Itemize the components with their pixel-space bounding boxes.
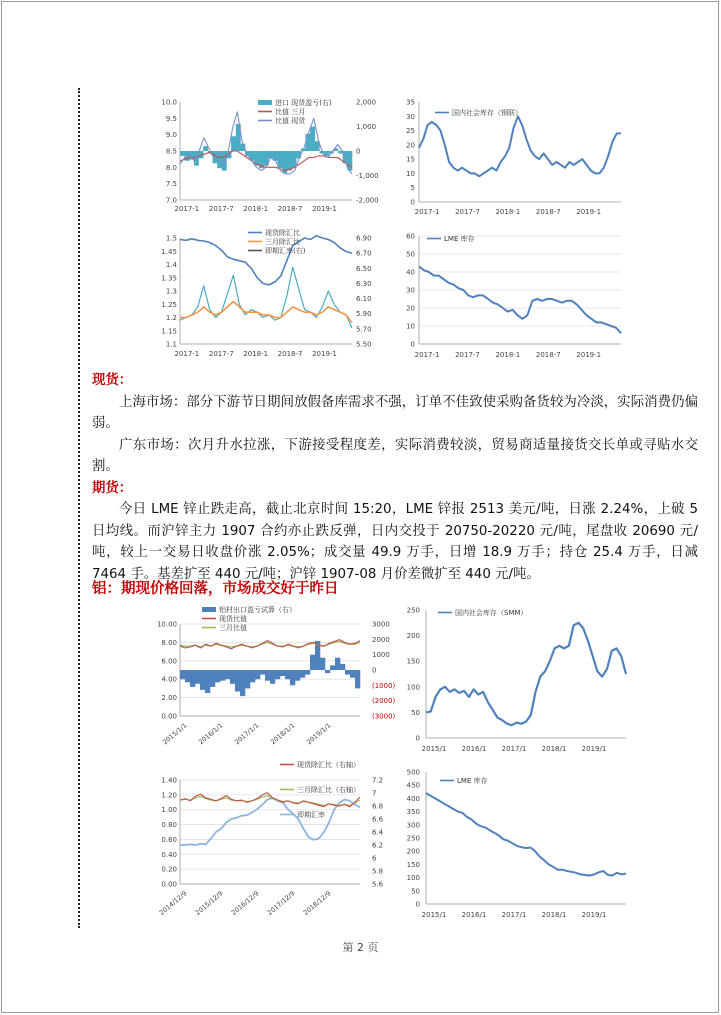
x-tick-label: 2016/1 [461, 745, 487, 753]
bar-mark [215, 670, 220, 682]
bar-mark [231, 136, 236, 151]
spot-exchange-ratio-line [180, 267, 352, 328]
y-tick-label: 5.8 [372, 867, 384, 876]
legend-label: 即期汇率(右) [265, 247, 306, 255]
y-tick-label: 100 [406, 874, 420, 883]
legend-label: 国内社会库存（SMM） [455, 609, 528, 617]
legend-label: LME 库存 [444, 235, 475, 243]
y-tick-label: 0 [415, 900, 420, 909]
y-tick-label: 1.35 [161, 274, 177, 283]
y-tick-label: 0.00 [161, 880, 177, 889]
y-tick-label: 1.40 [161, 776, 177, 785]
bar-mark [220, 670, 225, 681]
bar-mark [310, 655, 315, 670]
legend-label: 比值 现货 [275, 117, 306, 125]
y-tick-label: -1,000 [356, 172, 379, 180]
chart-al-lme-stock [396, 762, 631, 928]
x-tick-label: 2017-7 [208, 350, 234, 358]
x-tick-label: 2017-1 [414, 208, 440, 216]
legend-label: LME 库存 [457, 777, 488, 785]
chart-al-social-stock [396, 600, 631, 758]
futures-text: 今日 LME 锌止跌走高，截止北京时间 15:20，LME 锌报 2513 美元/吨，日涨 2.24%，上破 5 日均线。而沪锌主力 1907 合约亦止跌反弹，日内交投于 20750-20220 元/吨，尾盘收 20690 元/吨，较上一交易日收盘价涨 2.05%；成交量 49.9 万手，日增 18.9 万手；持仓 25.4 万手，日减 7464 手。基差扩至 440 元/吨；沪锌 1907-08 月价差微扩至 440 元/吨。 [92, 502, 698, 582]
y-tick-label: 1.00 [161, 806, 177, 815]
x-tick-label: 2016/1/1 [196, 721, 225, 747]
y-tick-label: 6.8 [372, 802, 384, 811]
y-tick-label: 8.5 [165, 147, 177, 156]
x-tick-label: 2016/12/9 [229, 889, 261, 917]
x-tick-label: 2017-7 [455, 351, 480, 359]
x-tick-label: 2017/12/9 [265, 889, 297, 917]
spot-heading: 现货： [92, 373, 133, 388]
bar-mark [325, 670, 330, 673]
bar-mark [225, 670, 230, 679]
bar-mark [245, 670, 250, 688]
y-tick-label: 9.5 [165, 114, 177, 123]
x-tick-label: 2018/12/9 [301, 889, 333, 917]
y-tick-label: 1.1 [165, 340, 177, 349]
y-tick-label: 50 [406, 250, 415, 259]
y-tick-label: 0.00 [161, 712, 177, 721]
y-tick-label: 1000 [372, 651, 390, 660]
x-tick-label: 2017/1 [501, 911, 527, 919]
bar-mark [295, 670, 300, 681]
y-tick-label: 6.70 [356, 249, 372, 258]
lme-stock-line [426, 793, 626, 875]
y-tick-label: 8.00 [161, 638, 177, 647]
bar-mark [180, 151, 185, 156]
y-tick-label: 1.25 [161, 300, 177, 309]
y-tick-label: 400 [406, 794, 420, 803]
x-tick-label: 2019/1 [581, 745, 607, 753]
bar-mark [355, 670, 360, 688]
social-stock-line [419, 116, 621, 176]
x-tick-label: 2019-1 [312, 205, 337, 213]
bar-mark [340, 664, 345, 670]
y-tick-label: 1.15 [161, 327, 177, 336]
y-tick-label: 0 [410, 198, 415, 207]
chart-zinc-social-stock [393, 92, 631, 220]
chart-zinc-exchange [150, 226, 385, 364]
y-tick-label: 0 [356, 147, 361, 156]
aluminum-section-title: 铝：期现价格回落，市场成交好于昨日 [92, 581, 339, 597]
legend-label: 三月比值 [219, 624, 247, 632]
y-tick-label: 500 [406, 768, 420, 777]
x-tick-label: 2015/1 [421, 745, 447, 753]
chart-zinc-lme-stock [393, 226, 631, 364]
y-tick-label: 4.00 [161, 675, 177, 684]
x-tick-label: 2018-7 [277, 350, 303, 358]
y-tick-label: 6.2 [372, 841, 384, 850]
guangdong-market-text: 广东市场：次月升水拉涨，下游接受程度差，实际消费较淡，贸易商适量接货交长单或寻贴水交割。 [92, 437, 698, 474]
x-tick-label: 2017-7 [208, 205, 234, 213]
y-tick-label: 150 [406, 657, 420, 666]
y-tick-label: 450 [406, 781, 420, 790]
bar-mark [260, 670, 265, 675]
y-tick-label: 7.0 [165, 196, 177, 205]
x-tick-label: 2017-1 [174, 205, 200, 213]
y-tick-label: 150 [406, 860, 420, 869]
bar-mark [320, 658, 325, 670]
x-tick-label: 2018-7 [277, 205, 303, 213]
bar-mark [287, 151, 292, 171]
y-tick-label: 40 [406, 268, 415, 277]
bar-mark [300, 670, 305, 678]
bar-mark [235, 670, 240, 692]
x-tick-label: 2018/1/1 [268, 721, 297, 747]
y-tick-label: (1000) [372, 681, 396, 690]
y-tick-label: 5.90 [356, 310, 372, 319]
x-tick-label: 2018-7 [535, 208, 561, 216]
shanghai-market-text: 上海市场：部分下游节日期间放假备库需求不强，订单不佳致使采购备货较为冷淡，实际消费仍偏弱。 [92, 394, 698, 431]
bar-mark [200, 670, 205, 690]
y-tick-label: 200 [406, 632, 420, 641]
y-tick-label: 1,000 [356, 123, 377, 131]
zinc-commentary [92, 370, 698, 585]
y-tick-label: 50 [411, 708, 420, 717]
y-tick-label: 0.60 [161, 835, 177, 844]
y-tick-label: 7.5 [165, 180, 177, 189]
bar-mark [330, 665, 335, 670]
chart-al-exchange [150, 762, 392, 928]
bar-mark [195, 670, 200, 684]
y-tick-label: 6 [372, 854, 377, 863]
x-tick-label: 2018-7 [535, 351, 561, 359]
y-tick-label: 0 [372, 666, 377, 675]
x-tick-label: 2016/1 [461, 911, 487, 919]
y-tick-label: 10 [406, 169, 415, 178]
bar-mark [345, 670, 350, 675]
x-tick-label: 2015/12/9 [193, 889, 225, 917]
bar-mark [190, 670, 195, 687]
y-tick-label: 50 [411, 887, 420, 896]
y-tick-label: 8.0 [165, 163, 177, 172]
y-tick-label: 1.3 [165, 287, 177, 296]
legend-swatch [202, 607, 216, 612]
y-tick-label: 6.50 [356, 264, 372, 273]
bar-mark [210, 670, 215, 687]
legend-label: 三月除汇比（右轴） [297, 786, 360, 794]
bar-mark [350, 670, 355, 678]
bar-mark [275, 670, 280, 679]
y-tick-label: 15 [406, 155, 415, 164]
x-tick-label: 2015/1 [421, 911, 447, 919]
spot-ratio-line [180, 640, 360, 649]
y-tick-label: 20 [406, 304, 415, 313]
y-tick-label: 2000 [372, 635, 390, 644]
legend-label: 即期汇率 [297, 811, 325, 819]
bar-mark [265, 670, 270, 681]
y-tick-label: 35 [406, 98, 415, 107]
y-tick-label: 7.2 [372, 776, 384, 785]
y-tick-label: (2000) [372, 697, 396, 706]
y-tick-label: 7 [372, 789, 377, 798]
y-tick-label: 6.6 [372, 815, 384, 824]
bar-mark [230, 670, 235, 684]
y-tick-label: 0.80 [161, 821, 177, 830]
social-stock-line [426, 623, 626, 725]
bar-mark [203, 146, 208, 151]
bar-mark [285, 670, 290, 679]
y-tick-label: 6.4 [372, 828, 384, 837]
x-tick-label: 2019/1 [581, 911, 607, 919]
legend-label: 三月除汇比 [265, 238, 300, 246]
legend-swatch [258, 100, 272, 105]
bar-mark [255, 670, 260, 679]
bar-mark [305, 670, 310, 675]
bar-mark [280, 670, 285, 676]
y-tick-label: 10.0 [161, 98, 177, 107]
legend-label: 现货比值 [219, 615, 247, 623]
y-tick-label: 25 [406, 127, 415, 136]
bar-mark [290, 670, 295, 685]
y-tick-label: 1.5 [165, 234, 177, 243]
three-month-exchange-ratio-line [180, 302, 352, 323]
three-month-exchange-ratio-line [180, 796, 360, 806]
y-tick-label: 0 [415, 734, 420, 743]
bar-mark [240, 670, 245, 696]
y-tick-label: 2,000 [356, 98, 377, 107]
y-tick-label: 5.70 [356, 325, 372, 334]
x-tick-label: 2019/1/1 [304, 721, 333, 747]
bar-mark [185, 670, 190, 682]
x-tick-label: 2014/12/9 [157, 889, 189, 917]
bar-mark [270, 670, 275, 684]
x-tick-label: 2017/1/1 [232, 721, 261, 747]
y-tick-label: 30 [406, 112, 415, 121]
y-tick-label: 60 [406, 232, 415, 241]
y-tick-label: -2,000 [356, 196, 379, 205]
bar-mark [292, 151, 297, 168]
x-tick-label: 2015/1/1 [160, 721, 189, 747]
legend-label: 现货除汇比（右轴） [297, 761, 360, 769]
y-tick-label: 0.40 [161, 850, 177, 859]
chart-al-import [150, 600, 396, 758]
x-tick-label: 2019-1 [312, 350, 337, 358]
y-tick-label: 350 [406, 808, 420, 817]
legend-label: 比值 三月 [275, 108, 306, 116]
y-tick-label: 300 [406, 821, 420, 830]
y-tick-label: 10.00 [156, 620, 177, 629]
margin-dotted-line [78, 88, 80, 928]
x-tick-label: 2017/1 [501, 745, 527, 753]
x-tick-label: 2019-1 [576, 351, 602, 359]
x-tick-label: 2018-1 [243, 350, 269, 358]
y-tick-label: 5 [410, 184, 415, 193]
y-tick-label: 1.45 [161, 247, 177, 256]
x-tick-label: 2018-1 [495, 208, 521, 216]
futures-heading: 期货： [92, 480, 133, 496]
legend-label: 铝材出口盈亏试算（右） [219, 606, 296, 614]
bar-mark [205, 670, 210, 693]
bar-mark [250, 670, 255, 682]
legend-label: 进口 现货盈亏(右) [275, 99, 332, 107]
y-tick-label: 6.10 [356, 295, 372, 304]
y-tick-label: 3000 [372, 620, 390, 629]
y-tick-label: 1.4 [165, 261, 177, 269]
y-tick-label: 9.0 [165, 131, 177, 140]
chart-zinc-import [150, 92, 385, 220]
bar-mark [310, 127, 315, 152]
y-tick-label: (3000) [372, 712, 396, 721]
legend-label: 国内社会库存（钢联） [452, 109, 522, 117]
y-tick-label: 2.00 [161, 694, 177, 703]
x-tick-label: 2017-7 [455, 208, 480, 216]
y-tick-label: 250 [406, 834, 420, 843]
lme-stock-line [419, 267, 621, 334]
y-tick-label: 1.2 [165, 314, 177, 322]
y-tick-label: 0.20 [161, 865, 177, 874]
x-tick-label: 2018/1 [541, 911, 567, 919]
y-tick-label: 1.20 [161, 791, 177, 800]
x-tick-label: 2019-1 [576, 208, 602, 216]
x-tick-label: 2017-1 [174, 350, 200, 358]
x-tick-label: 2018-1 [495, 351, 521, 359]
legend-label: 现货除汇比 [265, 229, 300, 237]
bar-mark [180, 670, 185, 679]
y-tick-label: 6.30 [356, 279, 372, 288]
page-footer: 第 2 页 [342, 941, 379, 954]
y-tick-label: 0 [410, 340, 415, 349]
y-tick-label: 10 [406, 322, 415, 331]
y-tick-label: 100 [406, 683, 420, 692]
y-tick-label: 250 [406, 606, 420, 615]
x-tick-label: 2017-1 [414, 351, 440, 359]
y-tick-label: 200 [406, 847, 420, 856]
x-tick-label: 2018-1 [243, 205, 269, 213]
y-tick-label: 6.90 [356, 234, 372, 243]
y-tick-label: 30 [406, 286, 415, 295]
y-tick-label: 5.6 [372, 880, 384, 889]
y-tick-label: 5.50 [356, 340, 372, 349]
bar-mark [335, 658, 340, 670]
y-tick-label: 6.00 [161, 657, 177, 666]
x-tick-label: 2018/1 [541, 745, 567, 753]
y-tick-label: 20 [406, 141, 415, 150]
